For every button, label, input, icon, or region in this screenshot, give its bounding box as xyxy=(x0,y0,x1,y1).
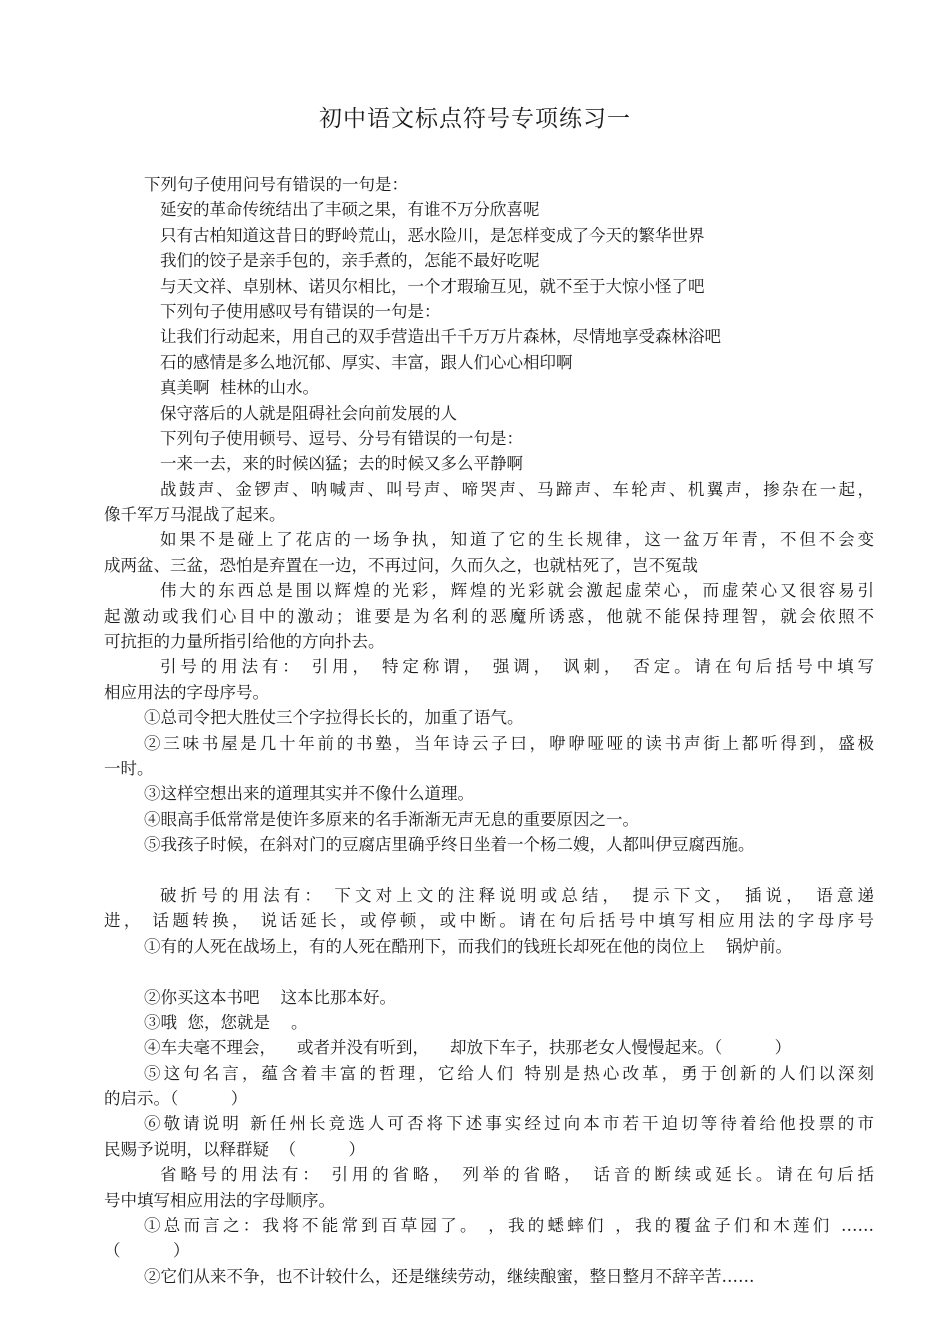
text-line: 石的感情是多么地沉郁、厚实、丰富，跟人们心心相印啊 xyxy=(160,352,573,372)
text-line: 起激动或我们心目中的激动；谁要是为名利的恶魔所诱惑，他就不能保持理智，就会依照不 xyxy=(104,606,874,626)
text-line: ②你买这本书吧 这本比那本好。 xyxy=(144,987,396,1007)
text-line: 下列句子使用问号有错误的一句是： xyxy=(144,175,408,194)
blank-line xyxy=(104,858,874,883)
text-line: ④车夫毫不理会， 或者并没有听到， 却放下车子，扶那老女人慢慢起来。（ ） xyxy=(144,1038,792,1058)
blank-line xyxy=(104,959,874,984)
text-line: 号中填写相应用法的字母顺序。 xyxy=(104,1190,335,1210)
text-line: ②三味书屋是几十年前的书塾，当年诗云子曰，咿咿哑哑的读书声街上都听得到，盛极 xyxy=(144,733,874,753)
text-line: 我们的饺子是亲手包的，亲手煮的，怎能不最好吃呢 xyxy=(160,251,540,271)
text-line: 与天文祥、卓别林、诺贝尔相比，一个才瑕瑜互见，就不至于大惊小怪了吧 xyxy=(160,276,705,296)
text-line: 像千军万马混战了起来。 xyxy=(104,505,286,525)
text-line: ③这样空想出来的道理其实并不像什么道理。 xyxy=(144,784,474,804)
text-line: ①有的人死在战场上，有的人死在酷刑下，而我们的钱班长却死在他的岗位上 锅炉前。 xyxy=(144,936,792,956)
text-line: 一时。 xyxy=(104,758,154,778)
text-line: 真美啊 桂林的山水。 xyxy=(160,378,319,398)
text-line: 相应用法的字母序号。 xyxy=(104,682,269,702)
text-line: ④眼高手低常常是使许多原来的名手渐渐无声无息的重要原因之一。 xyxy=(144,809,639,829)
text-line: 下列句子使用感叹号有错误的一句是： xyxy=(160,301,441,321)
text-line: ⑤这句名言，蕴含着丰富的哲理，它给人们 特别是热心改革，勇于创新的人们以深刻 xyxy=(144,1063,874,1083)
text-line: 战鼓声、金锣声、呐喊声、叫号声、啼哭声、马蹄声、车轮声、机翼声，掺杂在一起， xyxy=(160,479,874,499)
text-line: 的启示。（ ） xyxy=(104,1089,248,1109)
text-line: ⑥敬请说明 新任州长竞选人可否将下述事实经过向本市若干迫切等待着给他投票的市 xyxy=(144,1114,874,1134)
text-line: 只有古柏知道这昔日的野岭荒山，恶水险川，是怎样变成了今天的繁华世界 xyxy=(160,225,705,245)
text-line: ①总司令把大胜仗三个字拉得长长的，加重了语气。 xyxy=(144,708,524,728)
text-line: 让我们行动起来，用自己的双手营造出千千万万片森林，尽情地享受森林浴吧 xyxy=(160,327,721,347)
text-line: 成两盆、三盆，恐怕是弃置在一边，不再过问，久而久之，也就枯死了，岂不冤哉 xyxy=(104,555,698,575)
document-body xyxy=(104,172,874,1289)
text-line: ⑤我孩子时候，在斜对门的豆腐店里确乎终日坐着一个杨二嫂，人都叫伊豆腐西施。 xyxy=(144,835,755,855)
text-line: 一来一去，来的时候凶猛；去的时候又多么平静啊 xyxy=(160,454,523,474)
text-line: ①总而言之：我将不能常到百草园了。 ，我的蟋蟀们 ，我的覆盆子们和木莲们 …… xyxy=(144,1216,874,1236)
text-line: ③哦 您，您就是 。 xyxy=(144,1012,308,1032)
document-title: 初中语文标点符号专项练习一 xyxy=(319,106,631,132)
text-line: 进， 话题转换， 说话延长，或停顿，或中断。请在句后括号中填写相应用法的字母序号 xyxy=(104,911,874,931)
text-line: 破折号的用法有： 下文对上文的注释说明或总结， 提示下文， 插说， 语意递 xyxy=(160,885,874,905)
text-line: （ ） xyxy=(104,1241,190,1261)
text-line: 民赐予说明，以释群疑 （ ） xyxy=(104,1139,365,1159)
text-line: 保守落后的人就是阻碍社会向前发展的人 xyxy=(160,403,457,423)
text-line: 伟大的东西总是围以辉煌的光彩，辉煌的光彩就会激起虚荣心，而虚荣心又很容易引 xyxy=(160,581,874,601)
text-line: 下列句子使用顿号、逗号、分号有错误的一句是： xyxy=(160,428,523,448)
text-line: ②它们从来不争，也不计较什么，还是继续劳动，继续酿蜜，整日整月不辞辛苦…… xyxy=(144,1266,755,1286)
text-line: 引号的用法有： 引用， 特定称谓， 强调， 讽刺， 否定。请在句后括号中填写 xyxy=(160,657,874,677)
text-line: 省略号的用法有： 引用的省略， 列举的省略， 话音的断续或延长。请在句后括 xyxy=(160,1165,874,1185)
text-line: 如果不是碰上了花店的一场争执，知道了它的生长规律，这一盆万年青，不但不会变 xyxy=(160,530,874,550)
text-line: 可抗拒的力量所指引给他的方向扑去。 xyxy=(104,632,385,652)
text-line: 延安的革命传统结出了丰硕之果，有谁不万分欣喜呢 xyxy=(160,200,540,220)
